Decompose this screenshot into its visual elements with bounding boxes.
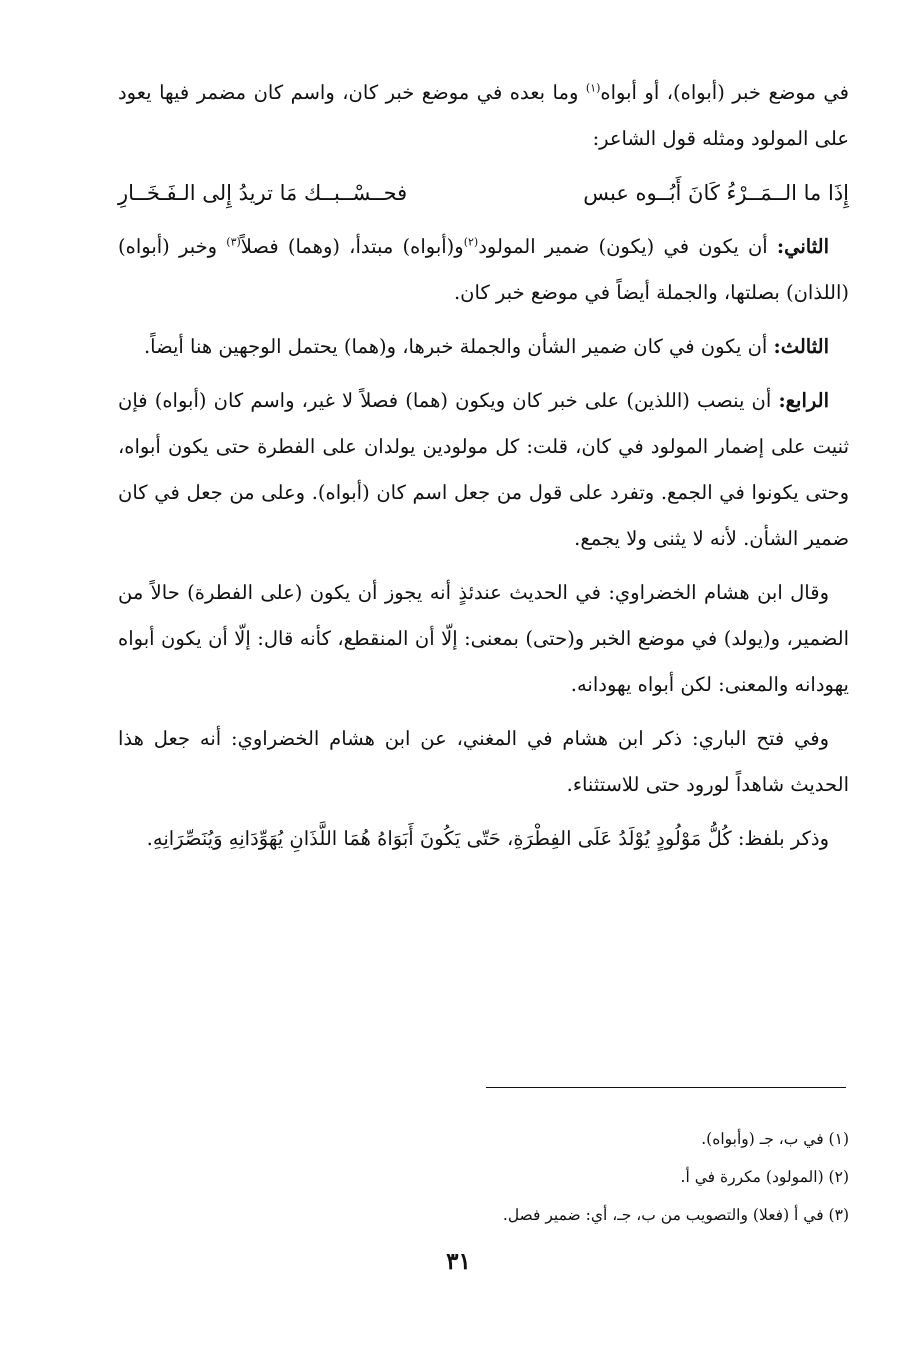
paragraph-5 <box>118 570 849 708</box>
paragraph-3-lead: الثالث: <box>773 335 829 358</box>
footnote-1: (١) في ب، جـ (وأبواه). <box>701 1130 849 1148</box>
paragraph-1-text-a: في موضع خبر (أبواه)، أو أبواه <box>600 81 849 104</box>
paragraph-2 <box>118 224 849 316</box>
paragraph-3-text: أن يكون في كان ضمير الشأن والجملة خبرها، و(هما) يحتمل الوجهين هنا أيضاً. <box>143 335 774 358</box>
paragraph-4 <box>118 378 849 562</box>
page-number: ٣١ <box>446 1248 471 1275</box>
footnotes <box>118 1120 849 1234</box>
footnote-3: (٣) في أ (فعلا) والتصويب من ب، جـ، أي: ضمير فصل. <box>502 1206 849 1224</box>
paragraph-2-text-a: أن يكون في (يكون) ضمير المولود <box>478 235 777 258</box>
footnote-ref-3: (٣) <box>226 235 241 249</box>
paragraph-7 <box>118 816 849 862</box>
verse-first-hemistich: إِذَا ما الــمَــرْءُ كَانَ أَبُــوه عبس <box>583 181 849 205</box>
footnote-2: (٢) (المولود) مكررة في أ. <box>680 1168 849 1186</box>
paragraph-3 <box>118 324 849 370</box>
paragraph-1-text-b: وما بعده في موضع خبر كان، واسم كان مضمر فيها يعود على المولود ومثله قول الشاعر: <box>118 81 849 150</box>
footnote-ref-1: (١) <box>585 81 601 95</box>
paragraph-4-lead: الرابع: <box>778 389 829 412</box>
verse-second-hemistich: فحــسْــبــك مَا تريدُ إِلى الـفَـخَــارِ <box>118 181 408 205</box>
main-text <box>118 70 849 870</box>
paragraph-2-text-c: وخبر (أبواه) (اللذان) بصلتها، والجملة أيضاً في موضع خبر كان. <box>118 235 849 304</box>
paragraph-2-text-b: و(أبواه) مبتدأ، (وهما) فصلاً <box>240 235 464 258</box>
footnote-divider <box>486 1087 846 1088</box>
paragraph-1 <box>118 70 849 162</box>
paragraph-2-lead: الثاني: <box>776 235 829 258</box>
paragraph-6 <box>118 716 849 808</box>
paragraph-5-text: وقال ابن هشام الخضراوي: في الحديث عندئذٍ أنه يجوز أن يكون (على الفطرة) حالاً من الضمير، و(يولد) في موضع الخبر و(حتى) بمعنى: إلّا أن المنقطع، كأنه قال: إلّا أن يكون أبواه يهودانه والمعنى: لكن أبواه يهودانه. <box>118 581 849 696</box>
paragraph-4-text: أن ينصب (اللذين) على خبر كان ويكون (هما) فصلاً لا غير، واسم كان (أبواه) فإن ثنيت على إضمار المولود في كان، قلت: كل مولودين يولدان على الفطرة حتى يكون أبواه، وحتى يكونوا في الجمع. وتفرد على قول من جعل اسم كان (أبواه). وعلى من جعل في كان ضمير الشأن. لأنه لا يثنى ولا يجمع. <box>118 389 849 550</box>
footnote-ref-2: (٢) <box>463 235 479 249</box>
paragraph-6-text: وفي فتح الباري: ذكر ابن هشام في المغني، عن ابن هشام الخضراوي: أنه جعل هذا الحديث شاهداً لورود حتى للاستثناء. <box>118 727 849 796</box>
poetry-verse <box>118 170 849 216</box>
paragraph-7-text: وذكر بلفظ: كُلُّ مَوْلُودٍ يُوْلَدُ عَلَى الفِطْرَةِ، حَتّى يَكُونَ أَبَوَاهُ هُمَا اللَّذَانِ يُهَوِّدَانِهِ وَيُنَصِّرَانِهِ. <box>146 827 829 850</box>
